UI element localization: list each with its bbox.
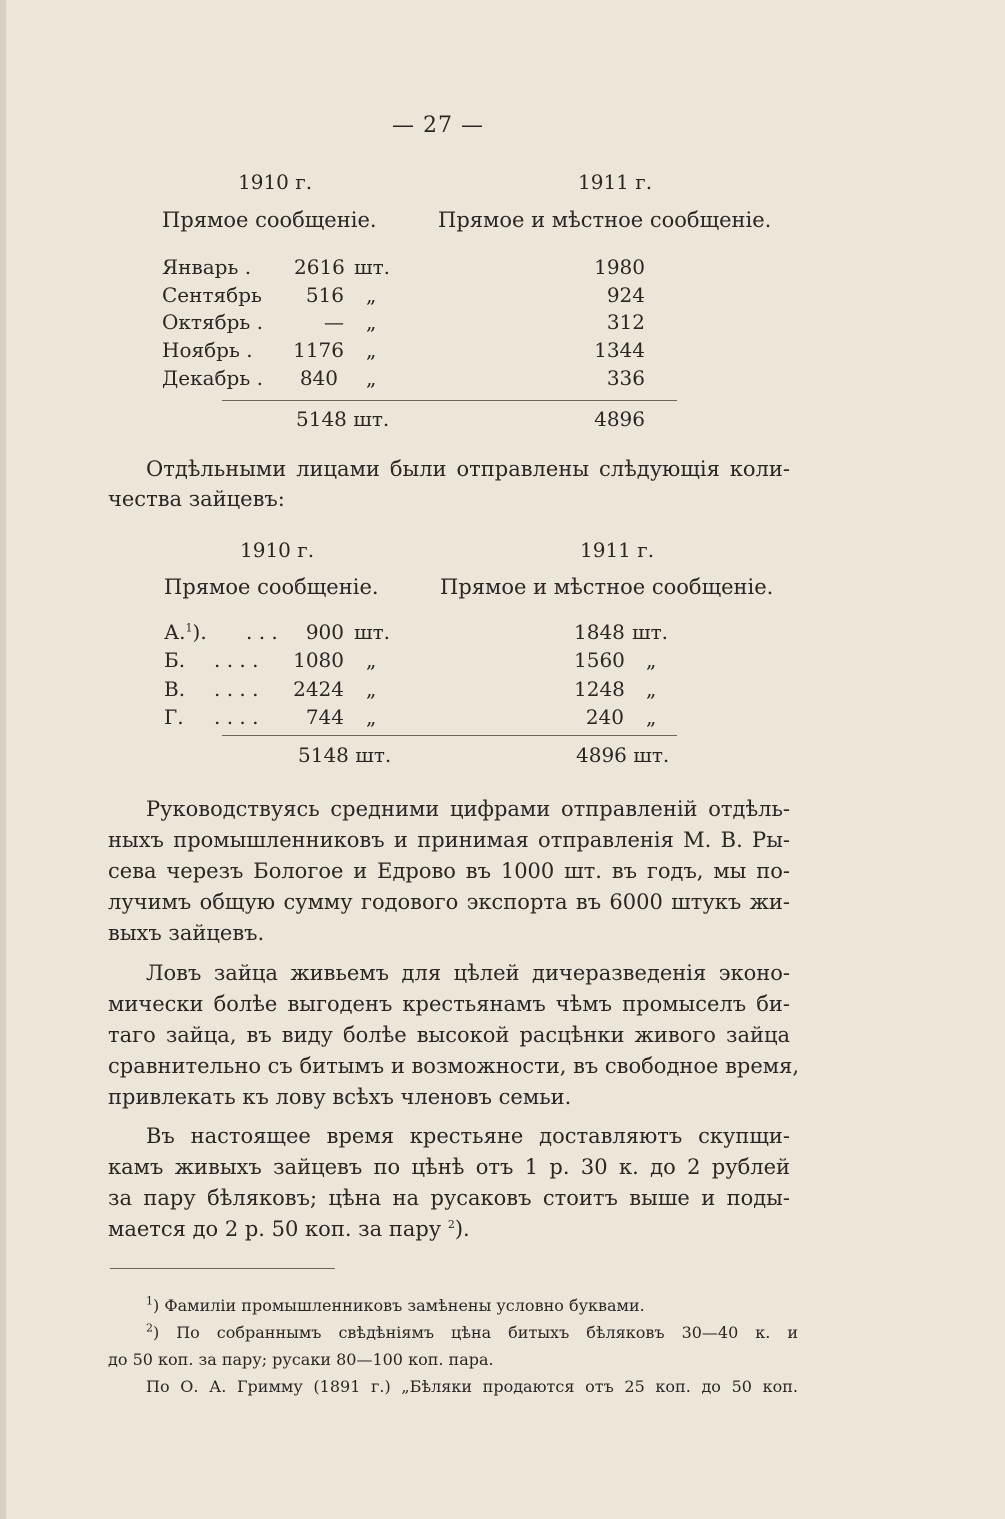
table-1-month: Ноябрь .	[162, 338, 253, 362]
table-1-value-1910: 2616	[294, 255, 345, 279]
table-1-value-1911: 924	[606, 283, 645, 307]
table-1-unit: шт.	[354, 255, 391, 279]
intro-text-line: Отдѣльными лицами были отправлены слѣдующія коли-	[146, 457, 790, 481]
table-1-unit: „	[366, 310, 377, 334]
table-2-unit-1911: „	[646, 648, 657, 672]
table-2-header-direct-local: Прямое и мѣстное сообщеніе.	[440, 575, 774, 599]
footnote-3: По О. А. Гримму (1891 г.) „Бѣляки продаются отъ 25 коп. до 50 коп.	[146, 1377, 798, 1396]
table-1-month: Январь .	[162, 255, 252, 279]
table-2-value-1911: 1248	[574, 677, 625, 701]
table-2-header-direct: Прямое сообщеніе.	[164, 575, 379, 599]
footnote-ref: 2	[447, 1218, 455, 1231]
paragraph-line: Въ настоящее время крестьяне доставляютъ скупщи-	[146, 1124, 790, 1148]
paragraph-line: мается до 2 р. 50 коп. за пару $^2$).	[108, 1217, 470, 1241]
table-1-value-1911: 1344	[594, 338, 645, 362]
table-2-value-1910: 900	[305, 620, 344, 644]
table-2-year-1911: 1911 г.	[580, 538, 655, 562]
table-1-value-1911: 1980	[594, 255, 645, 279]
table-1-unit: „	[366, 338, 377, 362]
table-1-year-1911: 1911 г.	[578, 170, 653, 194]
paragraph-line: ныхъ промышленниковъ и принимая отправленія М. В. Ры-	[108, 828, 790, 852]
table-1-value-1910: 840	[299, 366, 338, 390]
table-2-value-1911: 1560	[574, 648, 625, 672]
table-2-total-1910: 5148 шт.	[298, 743, 392, 767]
paragraph-line: за пару бѣляковъ; цѣна на русаковъ стоитъ выше и поды-	[108, 1186, 790, 1210]
paragraph-line: выхъ зайцевъ.	[108, 921, 265, 945]
table-2-unit: шт.	[354, 620, 391, 644]
table-1-month: Декабрь .	[162, 366, 263, 390]
table-2-total-1911: 4896 шт.	[576, 743, 670, 767]
table-2-value-1910: 744	[305, 705, 344, 729]
table-2-year-1910: 1910 г.	[240, 538, 315, 562]
table-2-sender: Б.	[164, 648, 186, 672]
paragraph-line: лучимъ общую сумму годового экспорта въ 6000 штукъ жи-	[108, 890, 790, 914]
table-1-value-1911: 312	[606, 310, 645, 334]
table-1-value-1911: 336	[606, 366, 645, 390]
table-2-value-1910: 2424	[293, 677, 344, 701]
table-1-value-1910: 516	[305, 283, 344, 307]
page-edge	[0, 0, 6, 1519]
table-2-sum-rule	[222, 735, 677, 736]
table-2-unit-1911: „	[646, 677, 657, 701]
table-1-month: Сентябрь	[162, 283, 262, 307]
table-2-unit: „	[366, 677, 377, 701]
table-2-sender: Г.	[164, 705, 184, 729]
paragraph-line: сева черезъ Бологое и Едрово въ 1000 шт. въ годъ, мы по-	[108, 859, 790, 883]
intro-text-line: чества зайцевъ:	[108, 487, 285, 511]
table-1-total-1911: 4896	[594, 407, 645, 431]
paragraph-line: таго зайца, въ виду болѣе высокой расцѣнки живого зайца	[108, 1023, 790, 1047]
table-1-month: Октябрь .	[162, 310, 264, 334]
footnote-2: $^2$) По собраннымъ свѣдѣніямъ цѣна битыхъ бѣляковъ 30—40 к. и	[146, 1321, 798, 1342]
footnote-2-continued: до 50 коп. за пару; русаки 80—100 коп. пара.	[108, 1350, 494, 1369]
paragraph-line: сравнительно съ битымъ и возможности, въ свободное время,	[108, 1054, 800, 1078]
table-2-unit-1911: шт.	[632, 620, 669, 644]
paragraph-line: Руководствуясь средними цифрами отправленій отдѣль-	[146, 797, 790, 821]
footnote-separator	[110, 1268, 335, 1269]
paragraph-line: привлекать къ лову всѣхъ членовъ семьи.	[108, 1085, 572, 1109]
table-1-value-1910: —	[324, 310, 344, 334]
table-1-total-1910: 5148 шт.	[296, 407, 390, 431]
table-2-value-1911: 1848	[574, 620, 625, 644]
table-2-unit: „	[366, 705, 377, 729]
table-2-leader-dots: . . . .	[214, 705, 259, 729]
paragraph-line: камъ живыхъ зайцевъ по цѣнѣ отъ 1 р. 30 к. до 2 рублей	[108, 1155, 790, 1179]
table-2-unit: „	[366, 648, 377, 672]
footnote-1: $^1$) Фамиліи промышленниковъ замѣнены условно буквами.	[146, 1294, 645, 1315]
paragraph-line: мически болѣе выгоденъ крестьянамъ чѣмъ промыселъ би-	[108, 992, 790, 1016]
table-2-sender: В.	[164, 677, 186, 701]
footnote-ref: 1	[185, 621, 193, 635]
table-1-unit: „	[366, 283, 377, 307]
table-1-year-1910: 1910 г.	[238, 170, 313, 194]
table-1-header-direct-local: Прямое и мѣстное сообщеніе.	[438, 208, 772, 232]
table-1-header-direct: Прямое сообщеніе.	[162, 208, 377, 232]
table-2-value-1910: 1080	[293, 648, 344, 672]
table-2-unit-1911: „	[646, 705, 657, 729]
page-number: — 27 —	[392, 113, 484, 138]
table-2-leader-dots: . . . .	[214, 677, 259, 701]
table-2-sender: А.$^1$).	[164, 620, 207, 644]
table-1-sum-rule	[222, 400, 677, 401]
table-2-leader-dots: . . .	[246, 620, 278, 644]
table-2-leader-dots: . . . .	[214, 648, 259, 672]
table-1-value-1910: 1176	[293, 338, 344, 362]
paragraph-line: Ловъ зайца живьемъ для цѣлей дичеразведенія эконо-	[146, 961, 790, 985]
table-2-value-1911: 240	[585, 705, 624, 729]
table-1-unit: „	[366, 366, 377, 390]
